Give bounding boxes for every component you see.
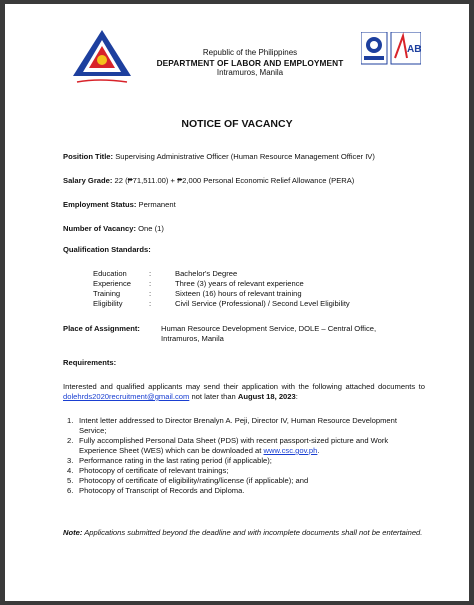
- employment-status-label: Employment Status:: [63, 200, 137, 209]
- qualification-colon: :: [149, 269, 152, 278]
- document-page: [5, 4, 469, 601]
- vacancy-count-value: One (1): [138, 224, 164, 233]
- salary-grade-label: Salary Grade:: [63, 176, 113, 185]
- list-item: [63, 436, 425, 456]
- place-of-assignment-label: Place of Assignment:: [63, 324, 140, 333]
- qualification-value: Bachelor's Degree: [175, 269, 238, 278]
- qualification-colon: :: [149, 289, 152, 298]
- requirements-intro-text: Interested and qualified applicants may send their application with the following attached documents to: [63, 382, 425, 391]
- vacancy-count-row: [63, 224, 164, 234]
- qualification-key: Training: [93, 289, 121, 298]
- list-item: [63, 416, 425, 436]
- republic-line: Republic of the Philippines: [202, 48, 298, 57]
- socotec-certification-icon: [361, 32, 421, 76]
- salary-grade-value: 22 (₱71,511.00) + ₱2,000 Personal Economic Relief Allowance (PERA): [114, 176, 355, 185]
- list-item-text: Performance rating in the last rating period (if applicable);: [79, 456, 272, 465]
- list-item-number: 5.: [67, 476, 74, 485]
- application-deadline: August 18, 2023: [237, 392, 296, 401]
- requirements-intro-text-2: not later than: [191, 392, 236, 401]
- list-item-number: 4.: [67, 466, 74, 475]
- requirements-label: Requirements:: [63, 358, 117, 367]
- list-item-text: Photocopy of Transcript of Records and Diploma.: [79, 486, 245, 495]
- salary-grade-row: [63, 176, 354, 186]
- qualification-value: Sixteen (16) hours of relevant training: [175, 289, 302, 298]
- note-text: Applications submitted beyond the deadline and with incomplete documents shall not be entertained.: [84, 528, 423, 537]
- page-title: NOTICE OF VACANCY: [181, 118, 293, 130]
- position-title-value: Supervising Administrative Officer (Human Resource Management Officer IV): [115, 152, 375, 161]
- list-item-number: 2.: [67, 436, 74, 445]
- list-item: [63, 466, 425, 476]
- letterhead: [5, 4, 469, 94]
- qualification-key: Eligibility: [93, 299, 123, 308]
- recruitment-email-link[interactable]: dolehrds2020recruitment@gmail.com: [63, 392, 190, 401]
- qualification-value: Three (3) years of relevant experience: [175, 279, 304, 288]
- dole-logo: [69, 28, 135, 90]
- list-item-text: Fully accomplished Personal Data Sheet (PDS) with recent passport-sized picture and Work Experience Sheet (WES) which can be downloaded at: [79, 436, 389, 455]
- certification-logos: [361, 32, 421, 76]
- list-item-text: Photocopy of certificate of relevant trainings;: [79, 466, 229, 475]
- list-item-tail: .: [317, 446, 320, 455]
- qualification-value: Civil Service (Professional) / Second Level Eligibility: [175, 299, 350, 308]
- qualification-colon: :: [149, 299, 152, 308]
- qualification-key: Experience: [93, 279, 131, 288]
- list-item: [63, 476, 425, 486]
- list-item-number: 3.: [67, 456, 74, 465]
- csc-website-link[interactable]: www.csc.gov.ph: [263, 446, 318, 455]
- employment-status-value: Permanent: [138, 200, 176, 209]
- requirements-intro: [63, 382, 425, 402]
- dole-logo-icon: [69, 28, 135, 90]
- qualification-key: Education: [93, 269, 127, 278]
- position-title-row: [63, 152, 375, 162]
- requirements-list: [63, 416, 425, 496]
- list-item: [63, 486, 425, 496]
- qualification-colon: :: [149, 279, 152, 288]
- vacancy-count-label: Number of Vacancy:: [63, 224, 137, 233]
- list-item-number: 6.: [67, 486, 74, 495]
- list-item: [63, 456, 425, 466]
- list-item-number: 1.: [67, 416, 74, 425]
- place-of-assignment-value: Human Resource Development Service, DOLE – Central Office, Intramuros, Manila: [161, 324, 377, 343]
- svg-text:AB: AB: [407, 44, 421, 55]
- letterhead-text: [145, 48, 355, 78]
- department-address: Intramuros, Manila: [216, 68, 284, 77]
- position-title-label: Position Title:: [63, 152, 114, 161]
- deadline-note: [63, 528, 425, 538]
- note-label: Note:: [63, 528, 83, 537]
- department-name: DEPARTMENT OF LABOR AND EMPLOYMENT: [156, 58, 344, 68]
- employment-status-row: [63, 200, 176, 210]
- requirements-intro-colon: :: [295, 392, 298, 401]
- list-item-text: Photocopy of certificate of eligibility/rating/license (if applicable); and: [79, 476, 309, 485]
- list-item-text: Intent letter addressed to Director Brenalyn A. Peji, Director IV, Human Resource Development Service;: [79, 416, 397, 435]
- qualification-standards-label: Qualification Standards:: [63, 245, 151, 254]
